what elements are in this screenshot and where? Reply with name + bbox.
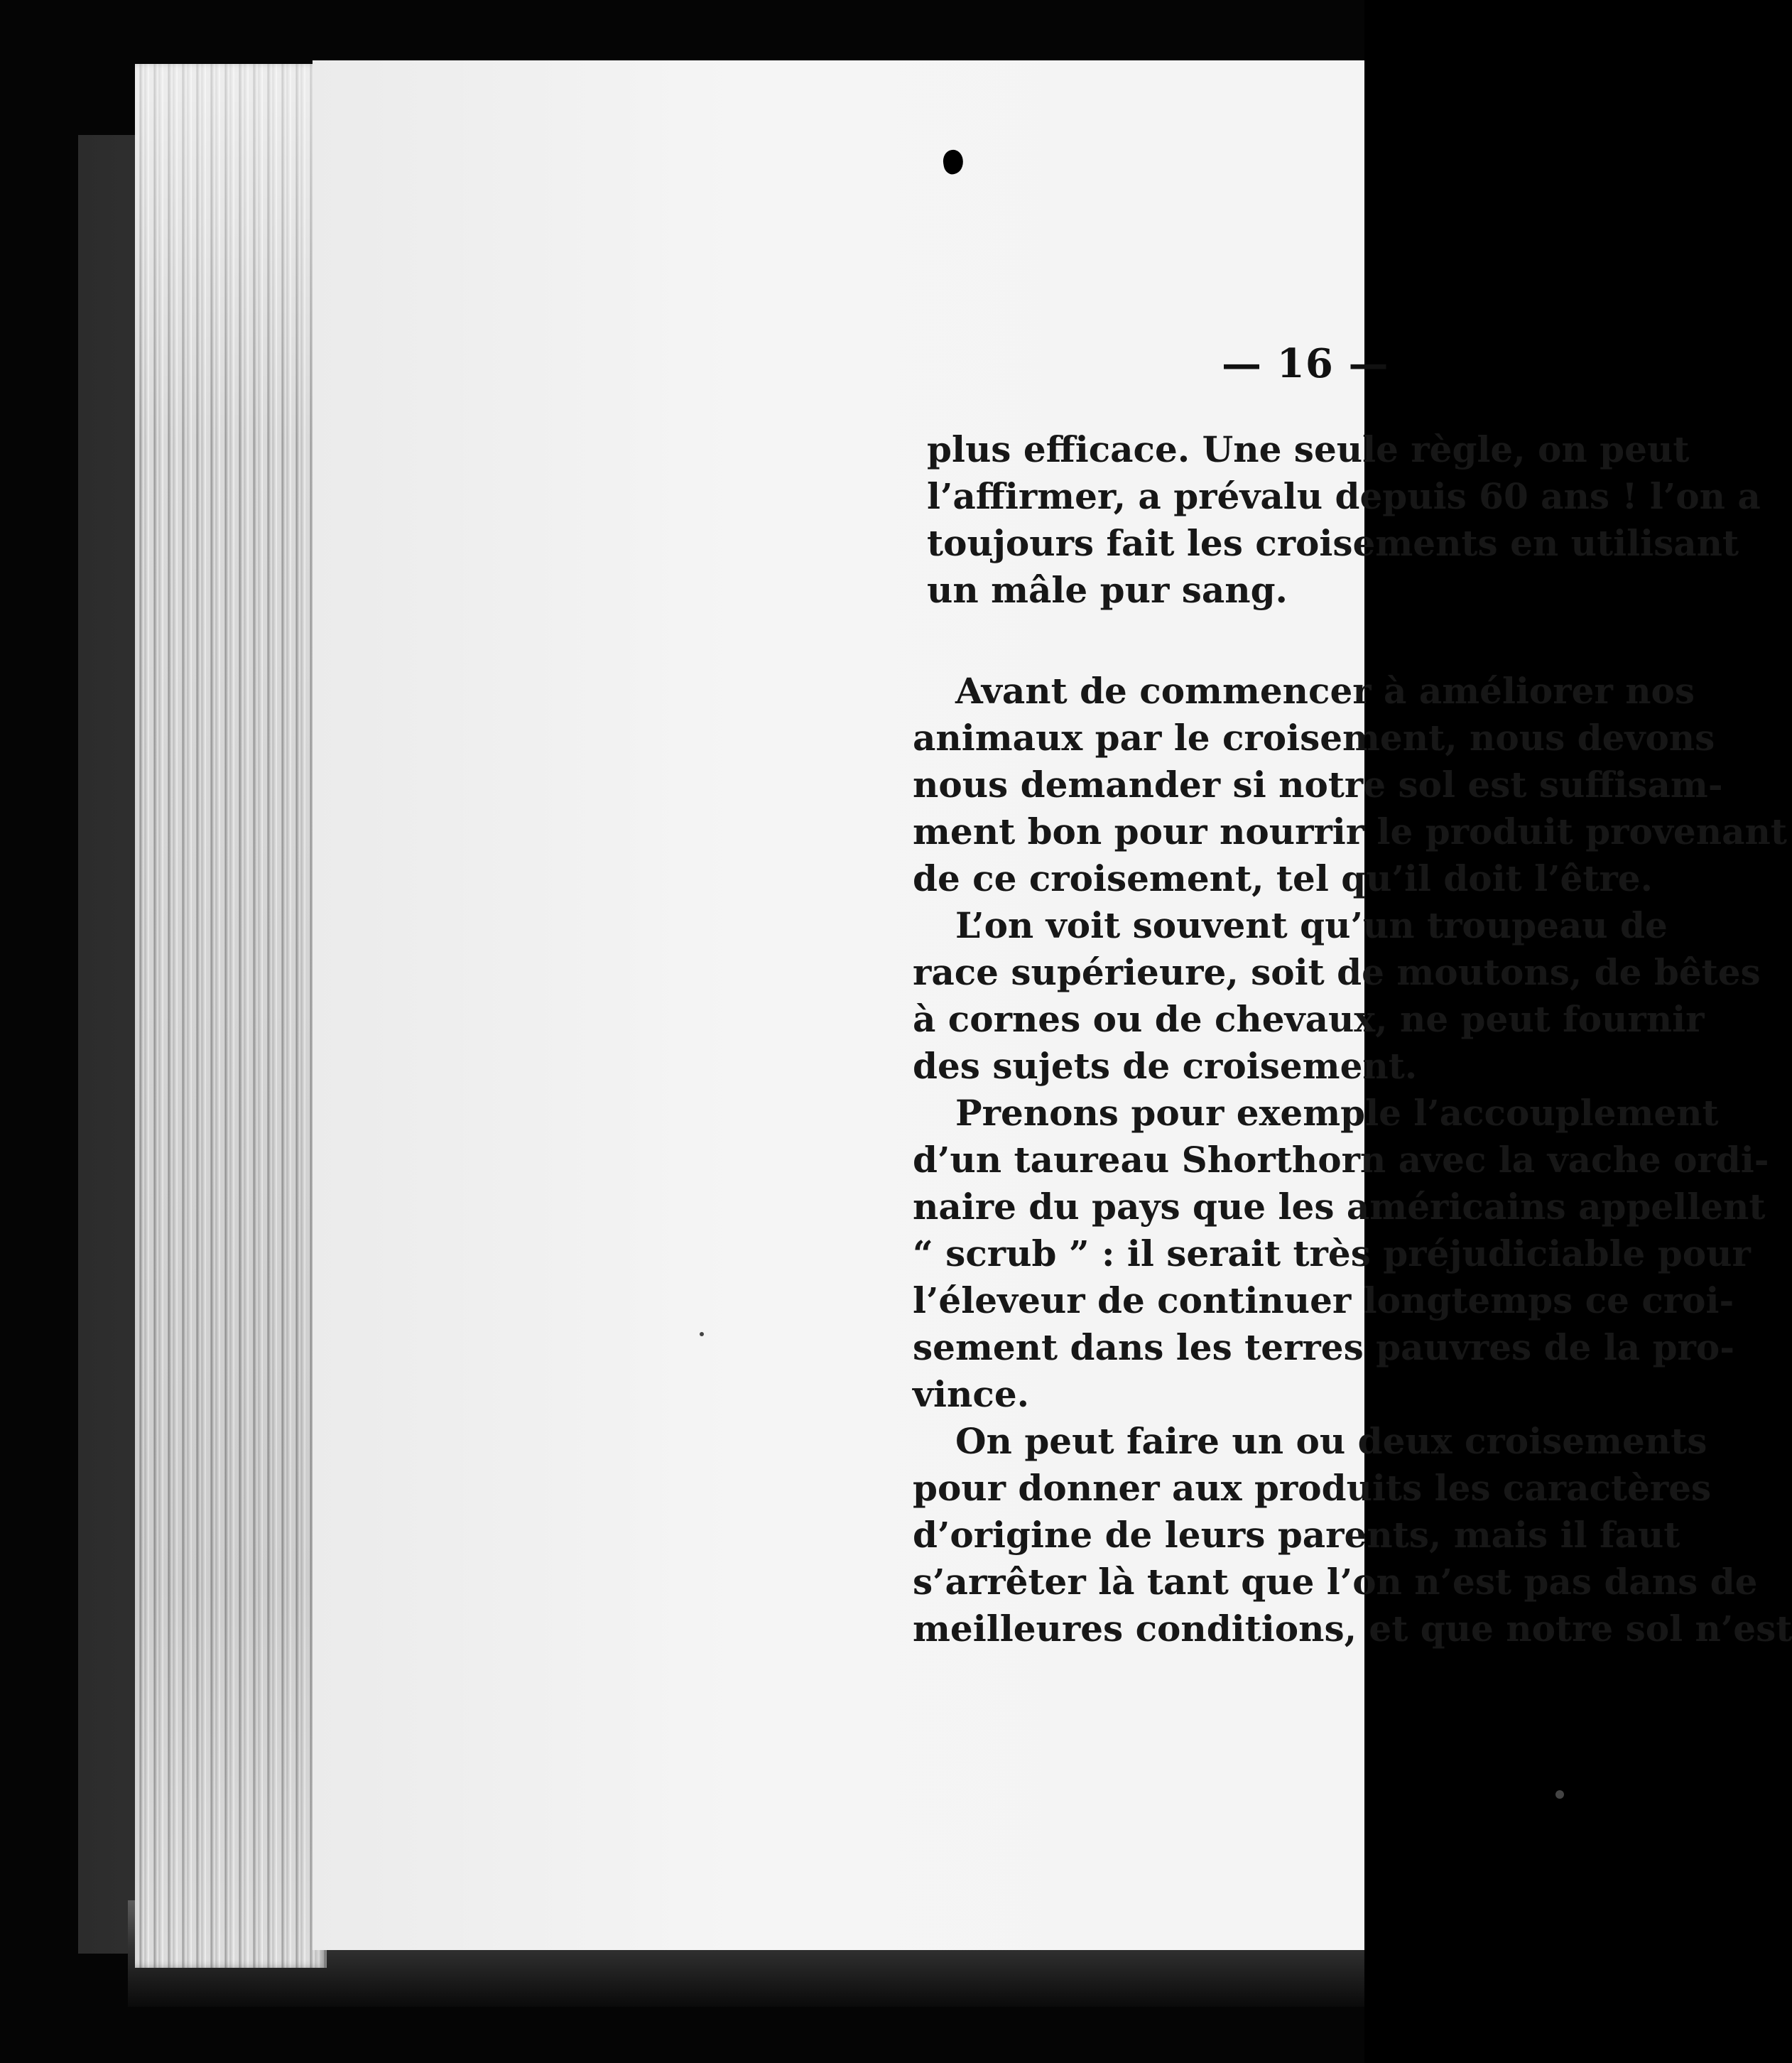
ink-spot — [941, 148, 965, 175]
text-line: Prenons pour exemple l’accouplement — [955, 1092, 1719, 1134]
text-line: animaux par le croisement, nous devons — [913, 717, 1715, 759]
text-line: ment bon pour nourrir le produit provenant — [913, 811, 1787, 852]
text-line: de ce croisement, tel qu’il doit l’être. — [913, 857, 1653, 899]
text-line: l’affirmer, a prévalu depuis 60 ans ! l’on a — [927, 475, 1761, 517]
page-number: — 16 — — [1222, 340, 1389, 387]
text-line: “ scrub ” : il serait très préjudiciable pour — [913, 1233, 1751, 1274]
text-line: On peut faire un ou deux croisements — [955, 1420, 1707, 1462]
page-speck — [1555, 1790, 1564, 1799]
text-line: d’origine de leurs parents, mais il faut — [913, 1514, 1680, 1556]
paragraph-2 — [913, 668, 1792, 1652]
text-line: sement dans les terres pauvres de la pro- — [913, 1326, 1734, 1368]
page-speck — [700, 1332, 704, 1336]
page-edges — [135, 64, 327, 1968]
text-line: l’éleveur de continuer longtemps ce croi- — [913, 1279, 1734, 1321]
text-line: meilleures conditions, et que notre sol n’est — [913, 1608, 1792, 1650]
text-line: race supérieure, soit de moutons, de bêtes — [913, 951, 1761, 993]
text-line: à cornes ou de chevaux, ne peut fournir — [913, 998, 1705, 1040]
text-line: vince. — [913, 1373, 1030, 1415]
text-line: nous demander si notre sol est suffisam- — [913, 764, 1723, 806]
text-line: L’on voit souvent qu’un troupeau de — [955, 904, 1668, 946]
text-line: toujours fait les croisements en utilisant — [927, 522, 1739, 564]
text-line: d’un taureau Shorthorn avec la vache ordi- — [913, 1139, 1769, 1181]
text-line: pour donner aux produits les caractères — [913, 1467, 1712, 1509]
text-line: un mâle pur sang. — [927, 569, 1288, 611]
text-line: naire du pays que les américains appellent — [913, 1186, 1766, 1228]
text-line: des sujets de croisement. — [913, 1045, 1418, 1087]
paragraph-1 — [927, 426, 1761, 614]
text-line: s’arrêter là tant que l’on n’est pas dans de — [913, 1561, 1758, 1603]
text-line: plus efficace. Une seule règle, on peut — [927, 428, 1690, 470]
document-page — [313, 60, 1792, 1950]
text-line: Avant de commencer à améliorer nos — [955, 670, 1695, 712]
